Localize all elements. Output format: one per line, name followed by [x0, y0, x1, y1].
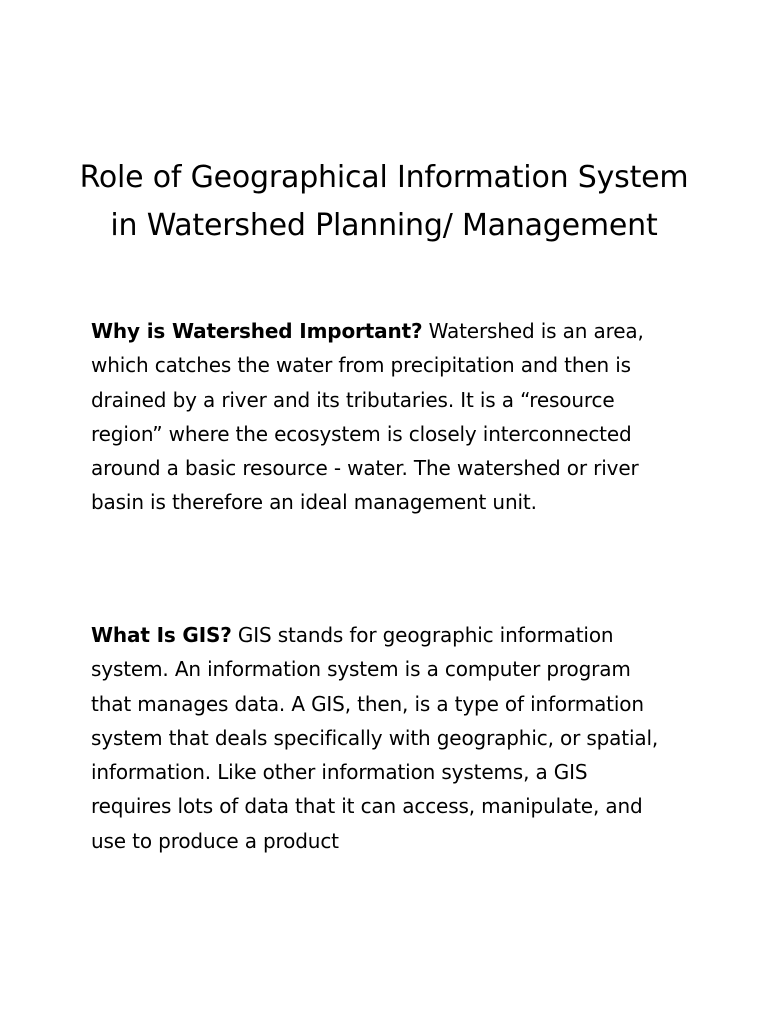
paragraph-line	[91, 618, 701, 652]
document-title	[60, 154, 708, 250]
paragraph-text: Watershed is an area,	[422, 319, 644, 343]
title-line-2: in Watershed Planning/ Management	[110, 208, 658, 243]
paragraph-line: use to produce a product	[91, 828, 339, 853]
paragraph-line: around a basic resource - water. The watershed or river	[91, 456, 639, 481]
paragraph-line: basin is therefore an ideal management unit.	[91, 490, 537, 515]
paragraph-line: drained by a river and its tributaries. It is a “resource	[91, 387, 615, 412]
watershed-heading: Why is Watershed Important?	[91, 319, 423, 343]
paragraph-text: GIS stands for geographic information	[231, 623, 614, 647]
paragraph-line: that manages data. A GIS, then, is a type of information	[91, 691, 644, 716]
watershed-paragraph	[91, 314, 701, 520]
paragraph-line: system that deals specifically with geographic, or spatial,	[91, 725, 659, 750]
gis-heading: What Is GIS?	[91, 623, 232, 647]
paragraph-line	[91, 314, 701, 348]
paragraph-line: requires lots of data that it can access, manipulate, and	[91, 794, 643, 819]
paragraph-line: which catches the water from precipitation and then is	[91, 353, 631, 378]
paragraph-line: region” where the ecosystem is closely interconnected	[91, 421, 632, 446]
title-line-1: Role of Geographical Information System	[79, 160, 689, 195]
gis-paragraph	[91, 618, 701, 858]
paragraph-line: system. An information system is a computer program	[91, 657, 631, 682]
paragraph-line: information. Like other information systems, a GIS	[91, 760, 588, 785]
